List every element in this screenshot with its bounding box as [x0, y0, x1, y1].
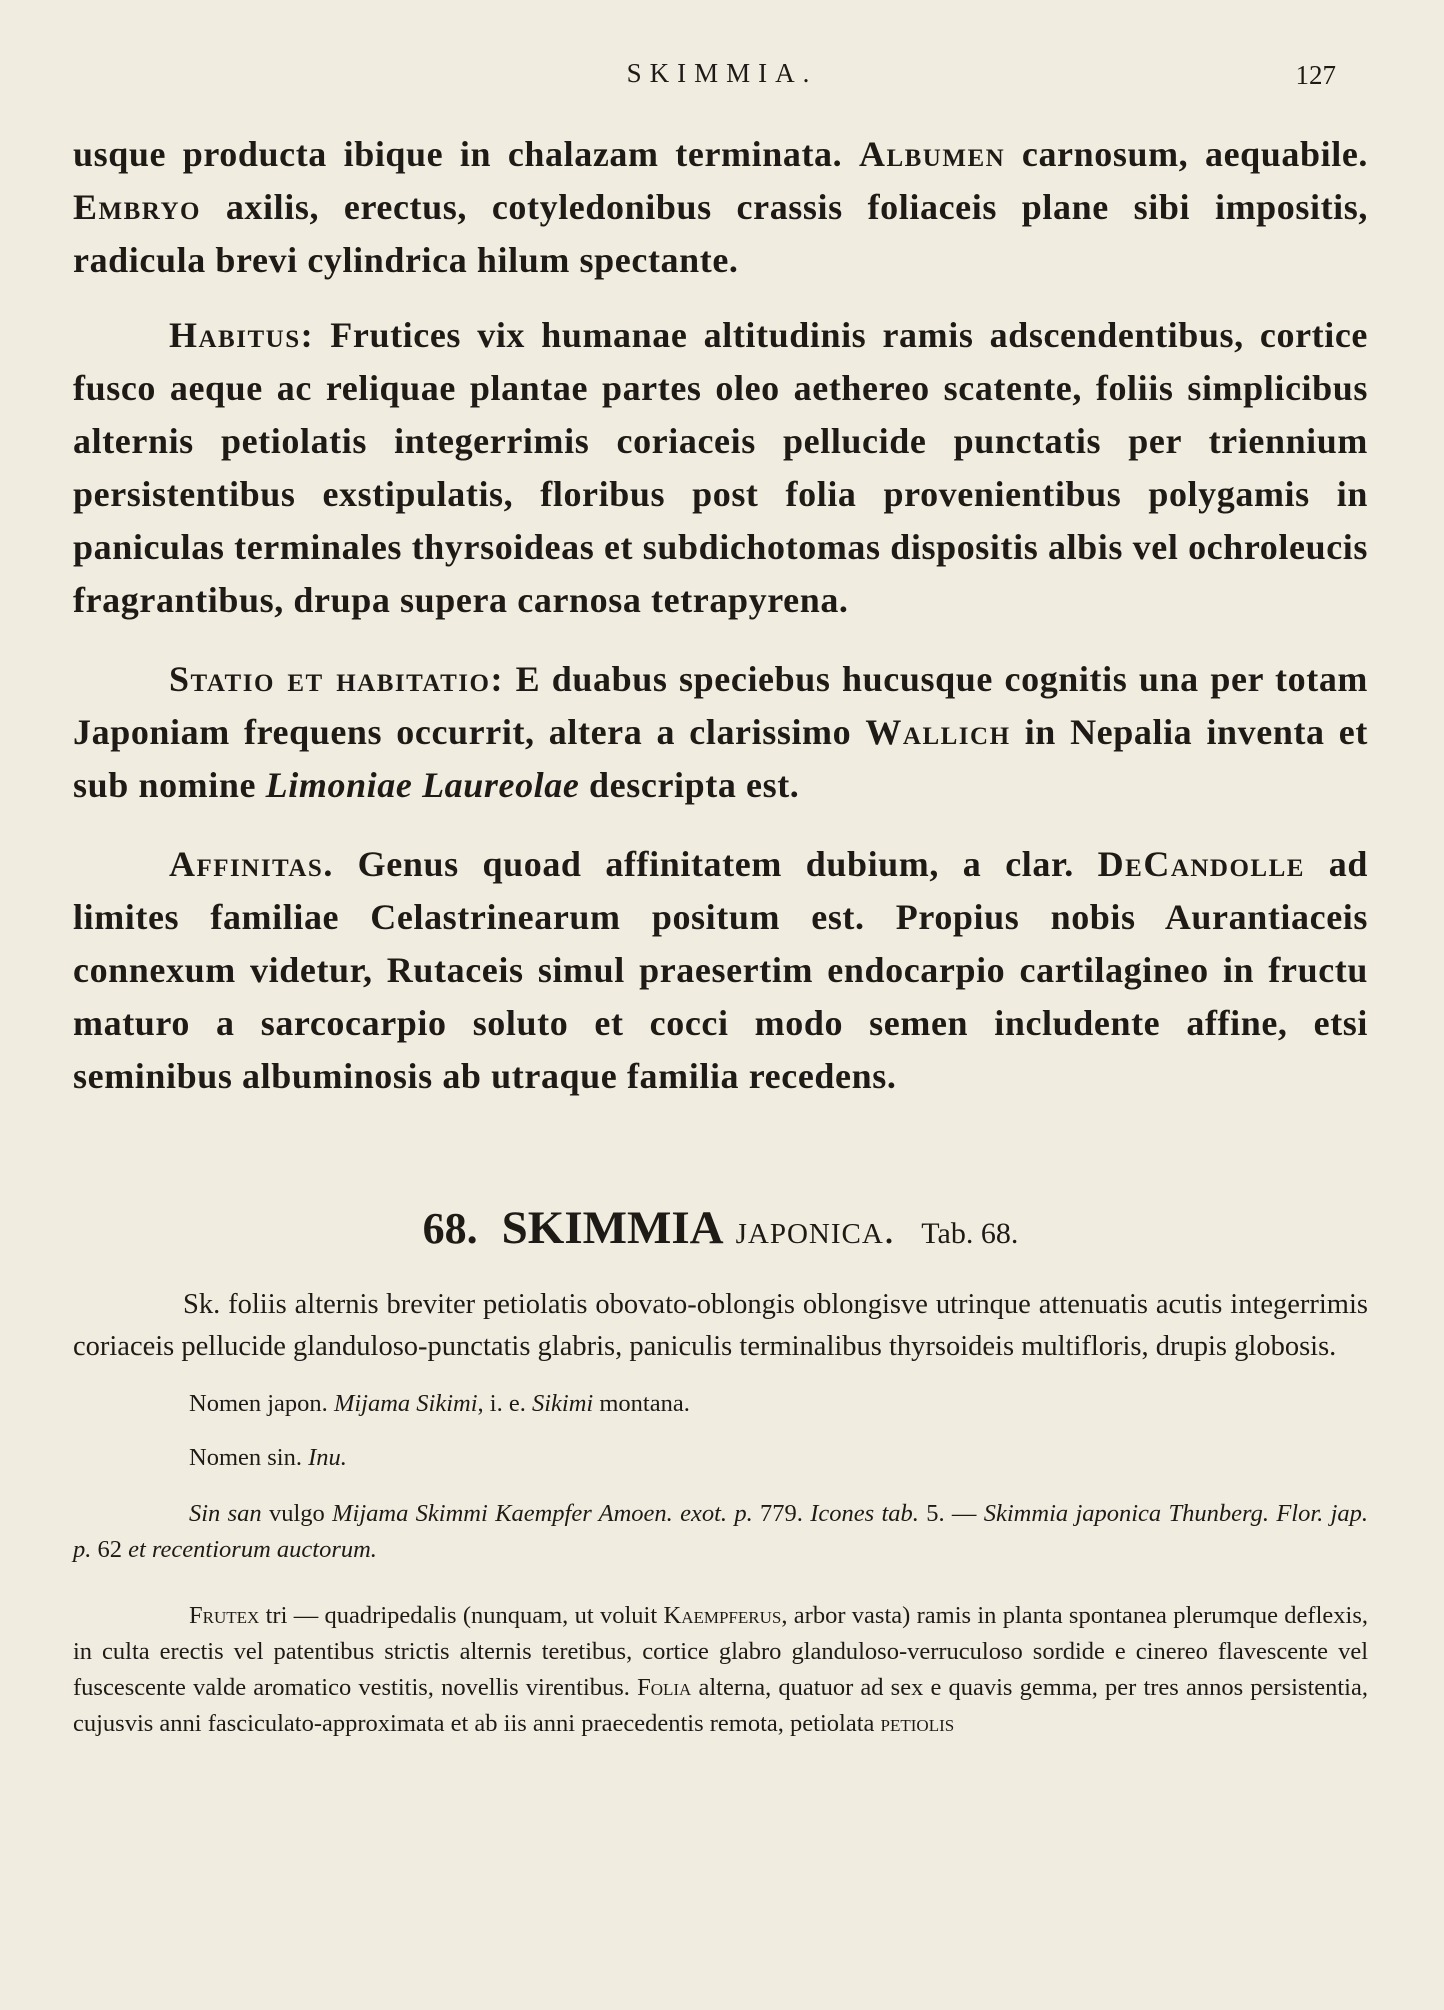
author-name: Kaempferus — [663, 1602, 782, 1629]
page-number: 127 — [1295, 60, 1336, 90]
italic-text: et recentiorum auctorum. — [128, 1536, 377, 1563]
text: axilis, erectus, cotyledonibus crassis foliaceis plane sibi impositis, radicula brevi cylindrica hilum spectante. — [73, 187, 1368, 280]
text: ad limites familiae Celastrinearum positum est. Propius nobis Aurantiaceis connexum videtur, Rutaceis simul praesertim endocarpio cartilagineo in fructu maturo a sarcocarpio soluto et cocci modo semen includente affine, etsi seminibus albuminosis ab utraque familia recedens. — [73, 844, 1368, 1096]
habitus-label: Habitus: — [169, 315, 315, 355]
running-head — [0, 56, 1444, 96]
italic-text: Mijama Sikimi — [333, 1390, 478, 1417]
text: , i. e. — [477, 1390, 532, 1417]
italic-text: Sikimi — [531, 1390, 594, 1417]
text: Genus quoad affinitatem dubium, a clar. — [333, 844, 1098, 884]
plate-reference: Tab. 68. — [921, 1217, 1019, 1250]
affinitas-label: Affinitas. — [169, 844, 334, 884]
nomen-sin — [73, 1442, 1368, 1474]
text: usque producta ibique in chalazam terminata. — [73, 134, 859, 174]
text: , arbor vasta) ramis in planta spontanea plerumque deflexis, in culta erectis vel patentibus strictis alternis teretibus, cortice glabro glanduloso-verruculoso sordide e cinereo flavescente vel fuscescente valde aromatico vestitis, novellis virentibus. — [73, 1602, 1368, 1701]
italic-text: Sin san — [189, 1500, 262, 1527]
species-number: 68. — [422, 1204, 478, 1253]
text: vulgo — [261, 1500, 333, 1527]
author-name: DeCandolle — [1097, 844, 1305, 884]
text: 62 — [91, 1536, 129, 1563]
affinitas-paragraph — [73, 838, 1368, 1103]
statio-label: Statio et habitatio: — [169, 659, 504, 699]
page-body — [73, 128, 1368, 1742]
text: alterna, quatuor ad sex e quavis gemma, per tres annos persistentia, cujusvis anni fasciculato-approximata et ab iis anni praecedentis remota, petiolata — [73, 1674, 1368, 1737]
italic-text: Icones tab. — [810, 1500, 919, 1527]
habitus-paragraph — [73, 309, 1368, 627]
taxon-name: Limoniae Laureolae — [265, 765, 580, 805]
text: descripta est. — [579, 765, 800, 805]
running-title: SKIMMIA. — [626, 58, 818, 88]
diagnosis: Sk. foliis alternis breviter petiolatis obovato-oblongis oblongisve utrinque attenuatis acutis integerrimis coriaceis pellucide glanduloso-punctatis glabris, paniculis terminalibus thyrsoideis multifloris, drupis globosis. — [73, 1289, 1368, 1362]
text: E duabus speciebus hucusque cognitis una per totam Japoniam frequens occurrit, altera a clarissimo — [73, 659, 1369, 752]
text: 5. — — [918, 1500, 984, 1527]
seed-description-paragraph — [73, 128, 1368, 287]
italic-text: Skimmia japonica Thunberg. Flor. jap. p. — [73, 1500, 1369, 1563]
petiolis-term: petiolis — [880, 1710, 955, 1737]
italic-text: Inu. — [308, 1444, 347, 1471]
habitus-text: Frutices vix humanae altitudinis ramis adscendentibus, cortice fusco aeque ac reliquae plantae partes oleo aethereo scatente, foliis simplicibus alternis petiolatis integerrimis coriaceis pellucide punctatis per triennium persistentibus exstipulatis, floribus post folia provenientibus polygamis in paniculas terminales thyrsoideas et subdichotomas dispositis albis vel ochroleucis fragrantibus, drupa supera carnosa tetrapyrena. — [73, 315, 1368, 620]
text: carnosum, aequabile. — [1005, 134, 1368, 174]
author-name: Wallich — [865, 712, 1011, 752]
text: Nomen japon. — [189, 1390, 334, 1417]
frutex-description — [73, 1598, 1368, 1742]
text: 779. — [752, 1500, 811, 1527]
text: montana. — [593, 1390, 690, 1417]
text: in Nepalia inventa et sub nomine — [73, 712, 1368, 805]
nomen-japon — [73, 1388, 1368, 1420]
text: tri — quadripedalis (nunquam, ut voluit — [259, 1602, 664, 1629]
embryo-term: Embryo — [73, 187, 201, 227]
folia-term: Folia — [637, 1674, 692, 1701]
statio-paragraph — [73, 653, 1368, 812]
species-epithet: japonica. — [735, 1207, 896, 1253]
text: Nomen sin. — [189, 1444, 309, 1471]
genus-name: SKIMMIA — [501, 1202, 724, 1254]
albumen-term: Albumen — [858, 134, 1006, 174]
synonymy — [73, 1496, 1368, 1568]
species-heading — [73, 1200, 1368, 1262]
italic-text: Mijama Skimmi Kaempfer Amoen. exot. p. — [332, 1500, 753, 1527]
frutex-term: Frutex — [189, 1602, 260, 1629]
